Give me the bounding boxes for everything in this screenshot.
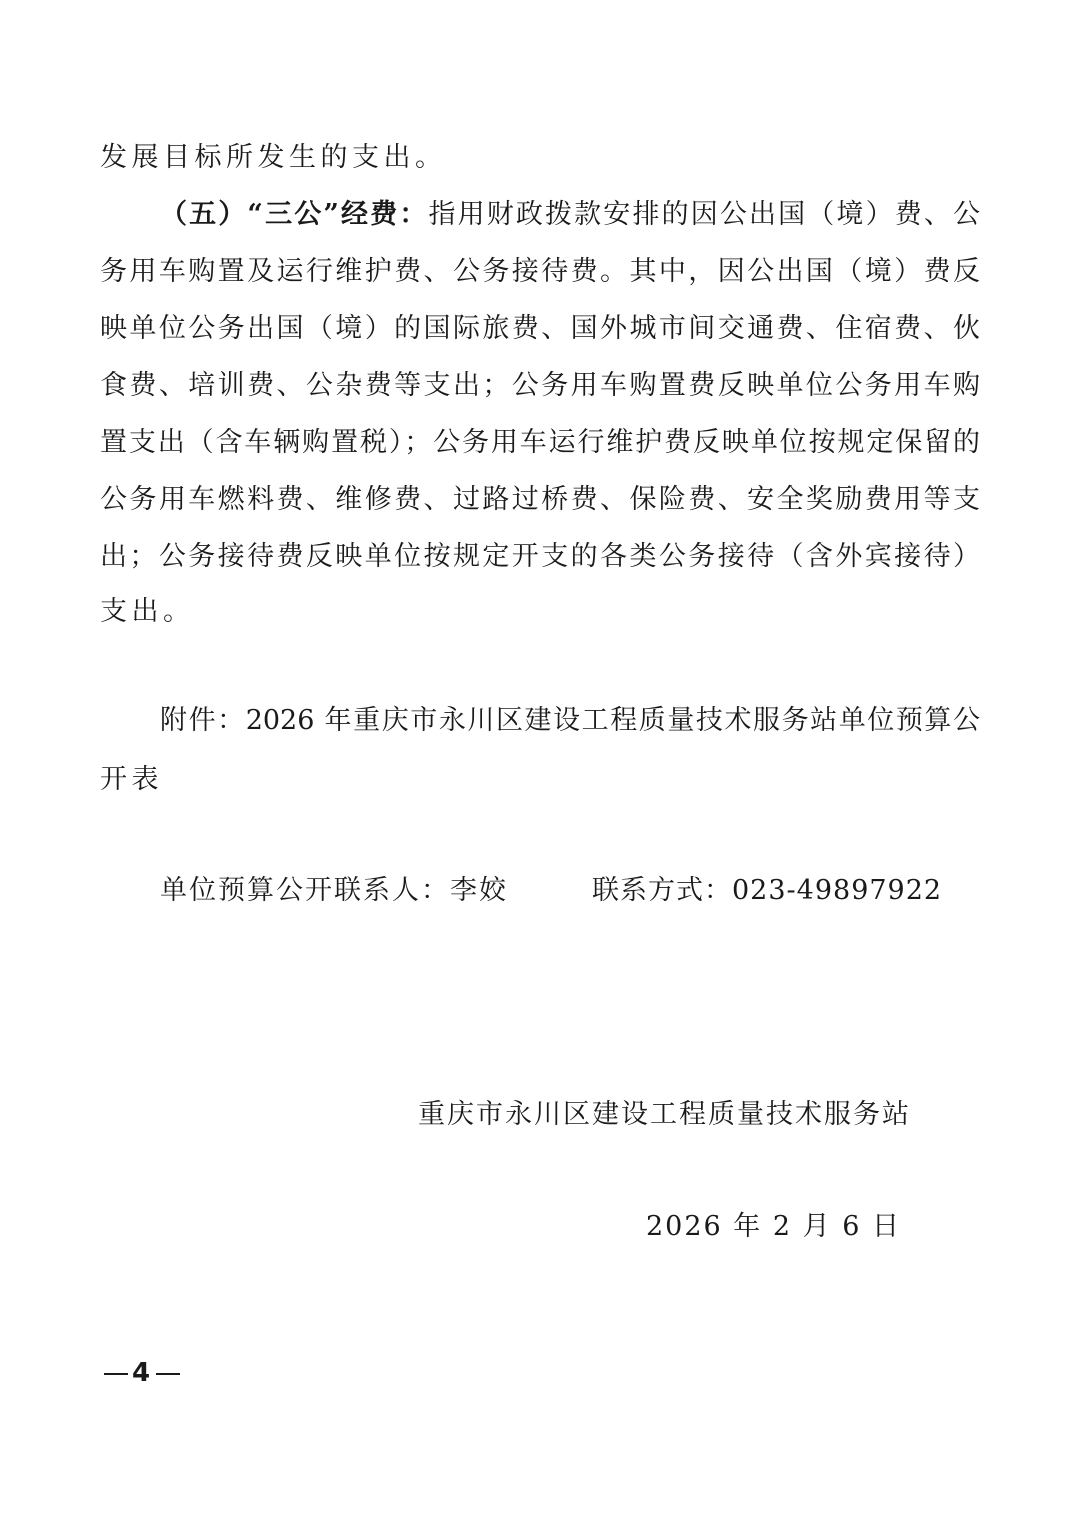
paragraph-line-6: 置支出（含车辆购置税）；公务用车运行维护费反映单位按规定保留的 xyxy=(100,427,980,458)
signature-organization: 重庆市永川区建设工程质量技术服务站 xyxy=(418,1099,911,1130)
paragraph-line-9: 支出。 xyxy=(100,596,195,627)
attachment-line-1: 附件：2026 年重庆市永川区建设工程质量技术服务站单位预算公 xyxy=(160,705,980,736)
attachment-line-2: 开表 xyxy=(100,764,163,795)
paragraph-line-5: 食费、培训费、公杂费等支出；公务用车购置费反映单位公务用车购 xyxy=(100,370,980,401)
page-number xyxy=(100,1358,184,1388)
signature-date: 2026 年 2 月 6 日 xyxy=(646,1211,901,1242)
section-5-first-line xyxy=(160,200,980,230)
contact-person: 单位预算公开联系人：李姣 xyxy=(160,875,508,906)
section-5-first-line-text: 指用财政拨款安排的因公出国（境）费、公 xyxy=(428,199,980,230)
paragraph-line-7: 公务用车燃料费、维修费、过路过桥费、保险费、安全奖励费用等支 xyxy=(100,484,980,515)
paragraph-line-3: 务用车购置及运行维护费、公务接待费。其中，因公出国（境）费反 xyxy=(100,256,980,287)
paragraph-line-4: 映单位公务出国（境）的国际旅费、国外城市间交通费、住宿费、伙 xyxy=(100,313,980,344)
paragraph-line-1: 发展目标所发生的支出。 xyxy=(100,142,447,173)
section-5-heading: （五）“三公”经费： xyxy=(160,199,429,230)
page-number-left-dash xyxy=(104,1373,128,1375)
page-number-value: 4 xyxy=(132,1358,153,1388)
paragraph-line-8: 出；公务接待费反映单位按规定开支的各类公务接待（含外宾接待） xyxy=(100,541,980,572)
contact-method: 联系方式：023-49897922 xyxy=(592,875,943,906)
page-number-right-dash xyxy=(156,1373,180,1375)
